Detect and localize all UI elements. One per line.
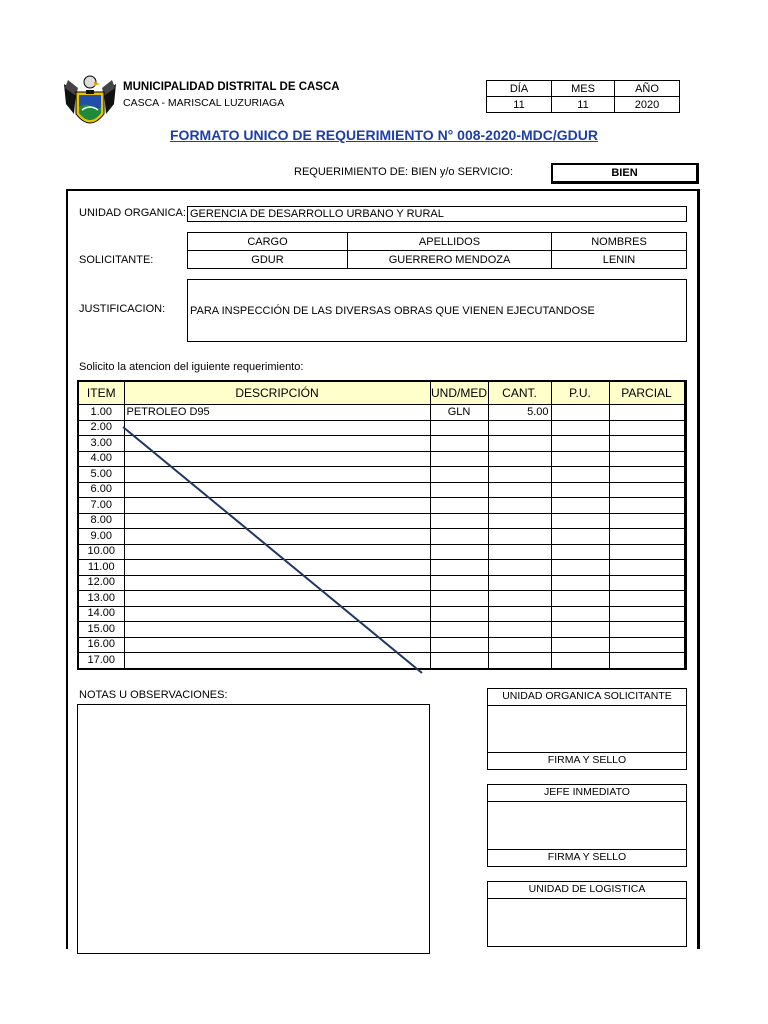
item-descripcion-cell: [124, 513, 430, 529]
item-parcial-cell: [609, 560, 685, 576]
signature-box-jefe: [487, 784, 687, 867]
item-cant-cell: [488, 637, 551, 653]
item-item-cell: 9.00: [78, 529, 124, 545]
date-table: [486, 80, 680, 113]
municipal-logo-icon: [62, 74, 118, 134]
item-und-cell: [430, 498, 488, 514]
item-parcial-cell: [609, 467, 685, 483]
table-row: [78, 653, 685, 669]
item-item-cell: 11.00: [78, 560, 124, 576]
item-pu-cell: [551, 544, 609, 560]
item-parcial-cell: [609, 575, 685, 591]
item-pu-cell: [551, 513, 609, 529]
item-cant-cell: [488, 513, 551, 529]
table-row: [78, 560, 685, 576]
solicitante-table: [187, 232, 687, 269]
item-descripcion-cell: [124, 591, 430, 607]
item-pu-cell: [551, 451, 609, 467]
nombres-value: LENIN: [552, 251, 687, 269]
item-pu-cell: [551, 467, 609, 483]
table-row: [78, 420, 685, 436]
item-pu-cell: [551, 560, 609, 576]
table-row: [78, 591, 685, 607]
item-cant-cell: 5.00: [488, 405, 551, 421]
item-und-cell: [430, 482, 488, 498]
nombres-header: NOMBRES: [552, 233, 687, 251]
item-cant-cell: [488, 544, 551, 560]
item-parcial-cell: [609, 591, 685, 607]
item-parcial-cell: [609, 498, 685, 514]
item-item-cell: 15.00: [78, 622, 124, 638]
item-parcial-cell: [609, 653, 685, 669]
item-cant-cell: [488, 653, 551, 669]
item-item-cell: 2.00: [78, 420, 124, 436]
item-cant-cell: [488, 529, 551, 545]
item-und-cell: [430, 560, 488, 576]
signature-box-logistica: [487, 881, 687, 947]
table-row: [78, 451, 685, 467]
item-und-cell: [430, 451, 488, 467]
table-row: [78, 544, 685, 560]
form-title-text: FORMATO UNICO DE REQUERIMIENTO N° 008-2020-MDC/GDUR: [170, 127, 598, 143]
item-pu-cell: [551, 405, 609, 421]
cargo-value: GDUR: [188, 251, 348, 269]
unidad-organica-label: UNIDAD ORGANICA:: [79, 207, 186, 219]
item-item-cell: 10.00: [78, 544, 124, 560]
item-pu-cell: [551, 653, 609, 669]
parcial-header: PARCIAL: [609, 381, 685, 405]
item-cant-cell: [488, 591, 551, 607]
item-descripcion-cell: [124, 420, 430, 436]
signature-title: UNIDAD ORGANICA SOLICITANTE: [488, 689, 686, 706]
item-cant-cell: [488, 482, 551, 498]
item-cant-cell: [488, 451, 551, 467]
year-label: AÑO: [615, 81, 680, 97]
item-item-cell: 14.00: [78, 606, 124, 622]
day-value: 11: [487, 97, 552, 113]
item-descripcion-cell: [124, 529, 430, 545]
cant-header: CANT.: [488, 381, 551, 405]
item-und-cell: [430, 591, 488, 607]
item-pu-cell: [551, 622, 609, 638]
item-parcial-cell: [609, 482, 685, 498]
item-und-cell: GLN: [430, 405, 488, 421]
item-pu-cell: [551, 482, 609, 498]
signature-title: UNIDAD DE LOGISTICA: [488, 882, 686, 899]
item-parcial-cell: [609, 637, 685, 653]
item-item-cell: 13.00: [78, 591, 124, 607]
item-item-cell: 4.00: [78, 451, 124, 467]
item-item-cell: 8.00: [78, 513, 124, 529]
request-type-value: BIEN: [551, 163, 699, 184]
item-pu-cell: [551, 591, 609, 607]
items-table: [77, 380, 687, 670]
justificacion-field: PARA INSPECCIÓN DE LAS DIVERSAS OBRAS QUE VIENEN EJECUTANDOSE: [187, 279, 687, 342]
solicito-text: Solicito la atencion del iguiente requerimiento:: [79, 361, 304, 373]
table-row: [78, 529, 685, 545]
month-label: MES: [552, 81, 615, 97]
item-pu-cell: [551, 529, 609, 545]
year-value: 2020: [615, 97, 680, 113]
item-parcial-cell: [609, 513, 685, 529]
item-pu-cell: [551, 575, 609, 591]
item-descripcion-cell: [124, 575, 430, 591]
table-row: [78, 467, 685, 483]
item-und-cell: [430, 575, 488, 591]
table-row: [78, 436, 685, 452]
item-item-cell: 6.00: [78, 482, 124, 498]
pu-header: P.U.: [551, 381, 609, 405]
item-und-cell: [430, 513, 488, 529]
item-und-cell: [430, 544, 488, 560]
signature-footer: FIRMA Y SELLO: [488, 849, 686, 866]
item-und-cell: [430, 420, 488, 436]
item-und-cell: [430, 637, 488, 653]
table-row: [78, 622, 685, 638]
notas-box: [77, 704, 430, 954]
item-und-cell: [430, 653, 488, 669]
item-und-cell: [430, 529, 488, 545]
table-row: [78, 405, 685, 421]
month-value: 11: [552, 97, 615, 113]
item-item-cell: 5.00: [78, 467, 124, 483]
item-descripcion-cell: [124, 653, 430, 669]
unidad-organica-field: GERENCIA DE DESARROLLO URBANO Y RURAL: [187, 206, 687, 222]
item-item-cell: 3.00: [78, 436, 124, 452]
form-title: [0, 127, 768, 143]
item-item-cell: 7.00: [78, 498, 124, 514]
item-descripcion-cell: [124, 451, 430, 467]
notas-label: NOTAS U OBSERVACIONES:: [79, 689, 228, 701]
item-und-cell: [430, 622, 488, 638]
table-row: [78, 513, 685, 529]
item-descripcion-cell: [124, 544, 430, 560]
descripcion-header: DESCRIPCIÓN: [124, 381, 430, 405]
table-row: [78, 575, 685, 591]
item-pu-cell: [551, 436, 609, 452]
item-pu-cell: [551, 637, 609, 653]
item-item-cell: 12.00: [78, 575, 124, 591]
item-descripcion-cell: PETROLEO D95: [124, 405, 430, 421]
item-parcial-cell: [609, 544, 685, 560]
municipality-subtitle: CASCA - MARISCAL LUZURIAGA: [123, 97, 285, 109]
item-descripcion-cell: [124, 467, 430, 483]
item-cant-cell: [488, 606, 551, 622]
signature-box-solicitante: [487, 688, 687, 770]
item-parcial-cell: [609, 420, 685, 436]
item-descripcion-cell: [124, 436, 430, 452]
table-row: [78, 498, 685, 514]
item-parcial-cell: [609, 622, 685, 638]
item-pu-cell: [551, 420, 609, 436]
item-cant-cell: [488, 436, 551, 452]
municipality-name: MUNICIPALIDAD DISTRITAL DE CASCA: [123, 81, 340, 93]
item-cant-cell: [488, 498, 551, 514]
item-und-cell: [430, 436, 488, 452]
item-item-cell: 1.00: [78, 405, 124, 421]
signature-footer: FIRMA Y SELLO: [488, 752, 686, 769]
apellidos-header: APELLIDOS: [348, 233, 552, 251]
table-row: [78, 482, 685, 498]
item-und-cell: [430, 606, 488, 622]
item-descripcion-cell: [124, 637, 430, 653]
item-parcial-cell: [609, 451, 685, 467]
item-header: ITEM: [78, 381, 124, 405]
day-label: DÍA: [487, 81, 552, 97]
item-cant-cell: [488, 467, 551, 483]
item-parcial-cell: [609, 529, 685, 545]
item-item-cell: 17.00: [78, 653, 124, 669]
item-und-cell: [430, 467, 488, 483]
item-descripcion-cell: [124, 482, 430, 498]
signature-title: JEFE INMEDIATO: [488, 785, 686, 802]
item-cant-cell: [488, 420, 551, 436]
cargo-header: CARGO: [188, 233, 348, 251]
apellidos-value: GUERRERO MENDOZA: [348, 251, 552, 269]
item-pu-cell: [551, 498, 609, 514]
solicitante-label: SOLICITANTE:: [79, 254, 154, 266]
table-row: [78, 606, 685, 622]
justificacion-label: JUSTIFICACION:: [79, 303, 166, 315]
item-descripcion-cell: [124, 560, 430, 576]
item-parcial-cell: [609, 405, 685, 421]
und-med-header: UND/MED: [430, 381, 488, 405]
table-row: [78, 637, 685, 653]
item-descripcion-cell: [124, 606, 430, 622]
item-cant-cell: [488, 622, 551, 638]
item-parcial-cell: [609, 606, 685, 622]
item-descripcion-cell: [124, 622, 430, 638]
request-type-label: REQUERIMIENTO DE: BIEN y/o SERVICIO:: [294, 166, 514, 178]
item-descripcion-cell: [124, 498, 430, 514]
item-cant-cell: [488, 575, 551, 591]
item-pu-cell: [551, 606, 609, 622]
item-cant-cell: [488, 560, 551, 576]
item-item-cell: 16.00: [78, 637, 124, 653]
item-parcial-cell: [609, 436, 685, 452]
